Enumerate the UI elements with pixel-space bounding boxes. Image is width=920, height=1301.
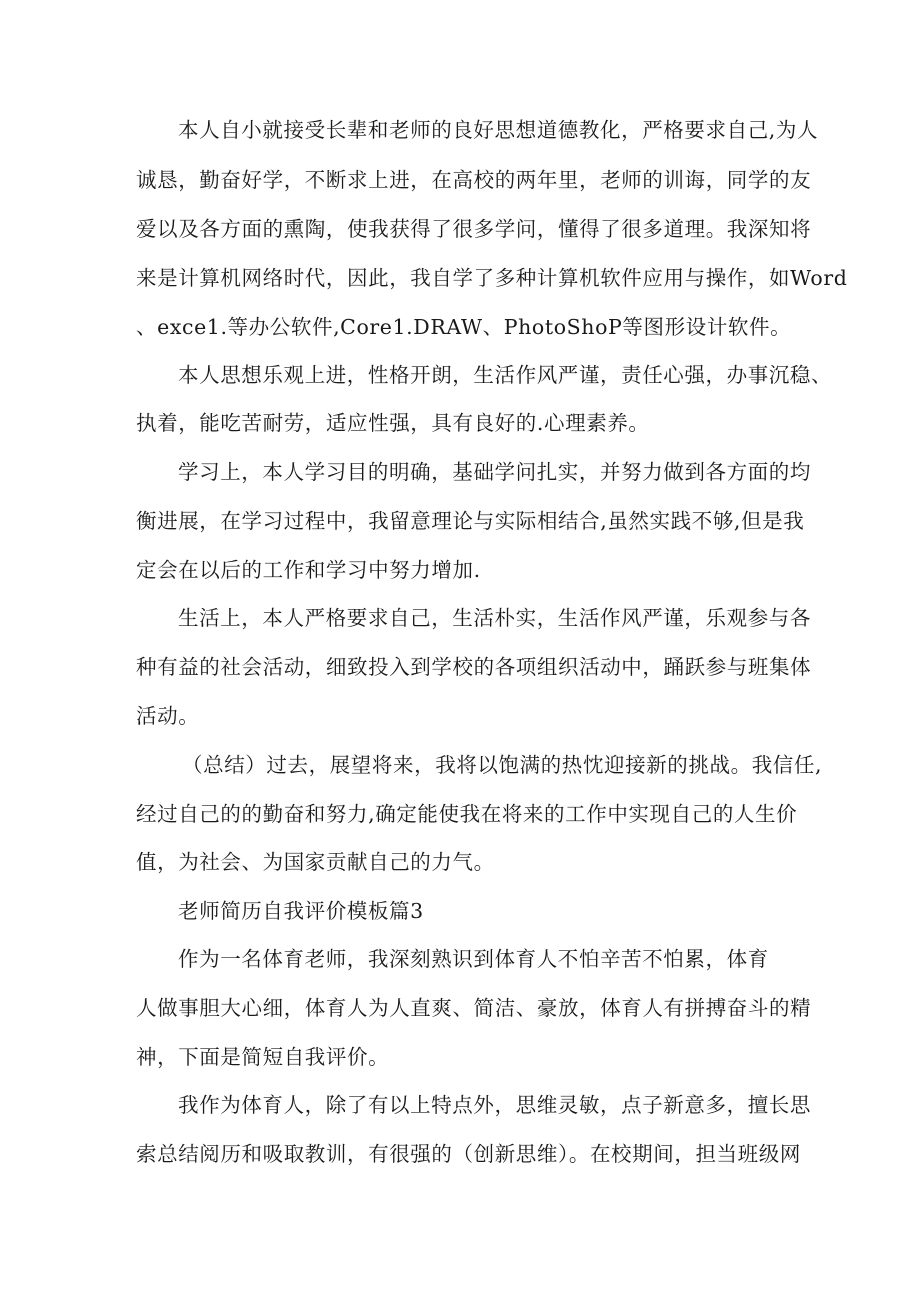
p6-line-2: 人做事胆大心细，体育人为人直爽、简洁、豪放，体育人有拼搏奋斗的精 xyxy=(136,996,812,1020)
p1-line-1: 本人自小就接受长辈和老师的良好思想道德教化，严格要求自己,为人 xyxy=(178,118,819,142)
p4-line-2: 种有益的社会活动，细致投入到学校的各项组织活动中，踊跃参与班集体 xyxy=(136,655,812,679)
p6-line-1: 作为一名体育老师，我深刻熟识到体育人不怕辛苦不怕累，体育 xyxy=(178,947,769,971)
p6-line-3: 神，下面是简短自我评价。 xyxy=(136,1045,390,1069)
p7-line-1: 我作为体育人，除了有以上特点外，思维灵敏，点子新意多，擅长思 xyxy=(178,1093,811,1117)
p5-line-1: （总结）过去，展望将来，我将以饱满的热忱迎接新的挑战。我信任, xyxy=(182,753,823,777)
p5-line-3: 值，为社会、为国家贡献自己的力气。 xyxy=(136,850,495,874)
p1-line-4: 来是计算机网络时代，因此，我自学了多种计算机软件应用与操作，如Word xyxy=(136,266,848,290)
p1-line-2: 诚恳，勤奋好学，不断求上进，在高校的两年里，老师的训诲，同学的友 xyxy=(136,168,812,192)
p4-line-3: 活动。 xyxy=(136,704,200,728)
p3-line-1: 学习上，本人学习目的明确，基础学问扎实，并努力做到各方面的均 xyxy=(178,460,811,484)
p3-line-2: 衡进展，在学习过程中，我留意理论与实际相结合,虽然实践不够,但是我 xyxy=(136,509,805,533)
section-heading: 老师简历自我评价模板篇3 xyxy=(178,899,424,923)
p1-line-5: 、exce1.等办公软件,Core1.DRAW、PhotoShoP等图形设计软件。 xyxy=(136,315,792,339)
p7-line-2: 索总结阅历和吸取教训，有很强的（创新思维）。在校期间，担当班级网 xyxy=(136,1142,801,1166)
p1-line-3: 爱以及各方面的熏陶，使我获得了很多学问，懂得了很多道理。我深知将 xyxy=(136,217,812,241)
p2-line-1: 本人思想乐观上进，性格开朗，生活作风严谨，责任心强，办事沉稳、 xyxy=(178,363,833,387)
p2-line-2: 执着，能吃苦耐劳，适应性强，具有良好的.心理素养。 xyxy=(136,411,650,435)
p3-line-3: 定会在以后的工作和学习中努力增加. xyxy=(136,558,481,582)
p4-line-1: 生活上，本人严格要求自己，生活朴实，生活作风严谨，乐观参与各 xyxy=(178,606,811,630)
p5-line-2: 经过自己的的勤奋和努力,确定能使我在将来的工作中实现自己的人生价 xyxy=(136,802,798,826)
